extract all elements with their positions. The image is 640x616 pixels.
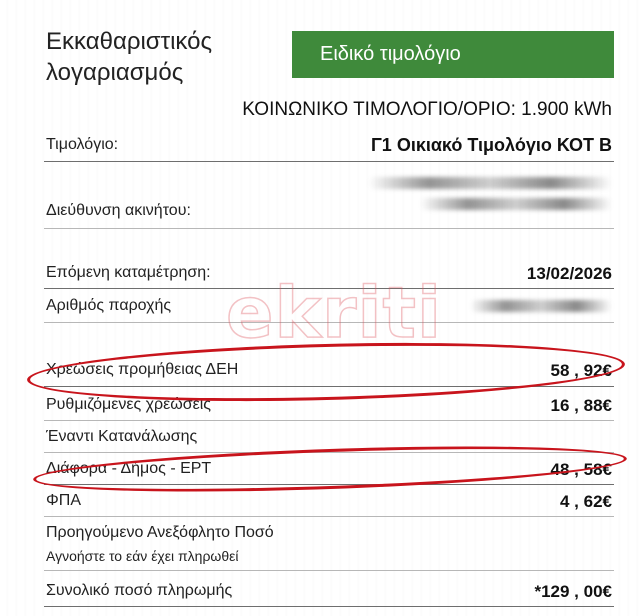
regulated-charges-value: 16 , 88€ [550,396,612,415]
redacted-address-line1 [368,177,612,189]
bill-title-line1: Εκκαθαριστικός [46,28,213,55]
total-payment-value: *129 , 00€ [534,582,612,601]
ignore-if-paid-note: Αγνοήστε το εάν έχει πληρωθεί [46,548,239,564]
special-tariff-badge-label: Ειδικό τιμολόγιο [320,43,461,65]
total-payment-label: Συνολικό ποσό πληρωμής [46,582,233,599]
redacted-supply-number [470,300,612,312]
total-payment-row [46,582,612,600]
divider [44,606,614,607]
next-reading-label: Επόμενη καταμέτρηση: [46,264,211,281]
misc-municipality-ert-label: Διάφορα - Δήμος - ΕΡΤ [46,460,212,477]
next-reading-value: 13/02/2026 [526,264,612,283]
misc-municipality-ert-value: 48 , 58€ [550,460,612,479]
ignore-note-row [46,548,612,564]
vat-row [46,492,612,510]
divider [44,516,614,517]
dei-supply-charges-label: Χρεώσεις προμήθειας ΔΕΗ [46,361,239,378]
advance-consumption-row [46,428,612,446]
special-tariff-badge [292,31,614,78]
bill-title [46,26,286,88]
regulated-charges-label: Ρυθμιζόμενες χρεώσεις [46,396,212,413]
previous-unpaid-label: Προηγούμενο Ανεξόφλητο Ποσό [46,524,274,541]
highlight-ellipse-misc-charges [32,439,627,500]
address-label: Διεύθυνση ακινήτου: [46,202,191,219]
divider [44,570,614,571]
previous-unpaid-row [46,524,612,542]
divider [44,228,614,229]
divider [44,420,614,421]
ekriti-watermark: ekriti [226,272,442,354]
tariff-row [46,136,612,154]
vat-label: ΦΠΑ [46,492,81,509]
vat-value: 4 , 62€ [560,492,612,511]
supply-number-label: Αριθμός παροχής [46,297,172,314]
divider [44,161,614,162]
bill-title-line2: λογαριασμός [46,59,184,86]
advance-consumption-label: Έναντι Κατανάλωσης [46,428,198,445]
dei-supply-charges-value: 58 , 92€ [550,361,612,380]
social-tariff-heading: ΚΟΙΝΩΝΙΚΟ ΤΙΜΟΛΟΓΙΟ/ΟΡΙΟ: 1.900 kWh [242,99,612,120]
address-row [46,202,612,220]
tariff-value: Γ1 Οικιακό Τιμολόγιο ΚΟΤ Β [370,135,612,155]
tariff-label: Τιμολόγιο: [46,136,119,153]
